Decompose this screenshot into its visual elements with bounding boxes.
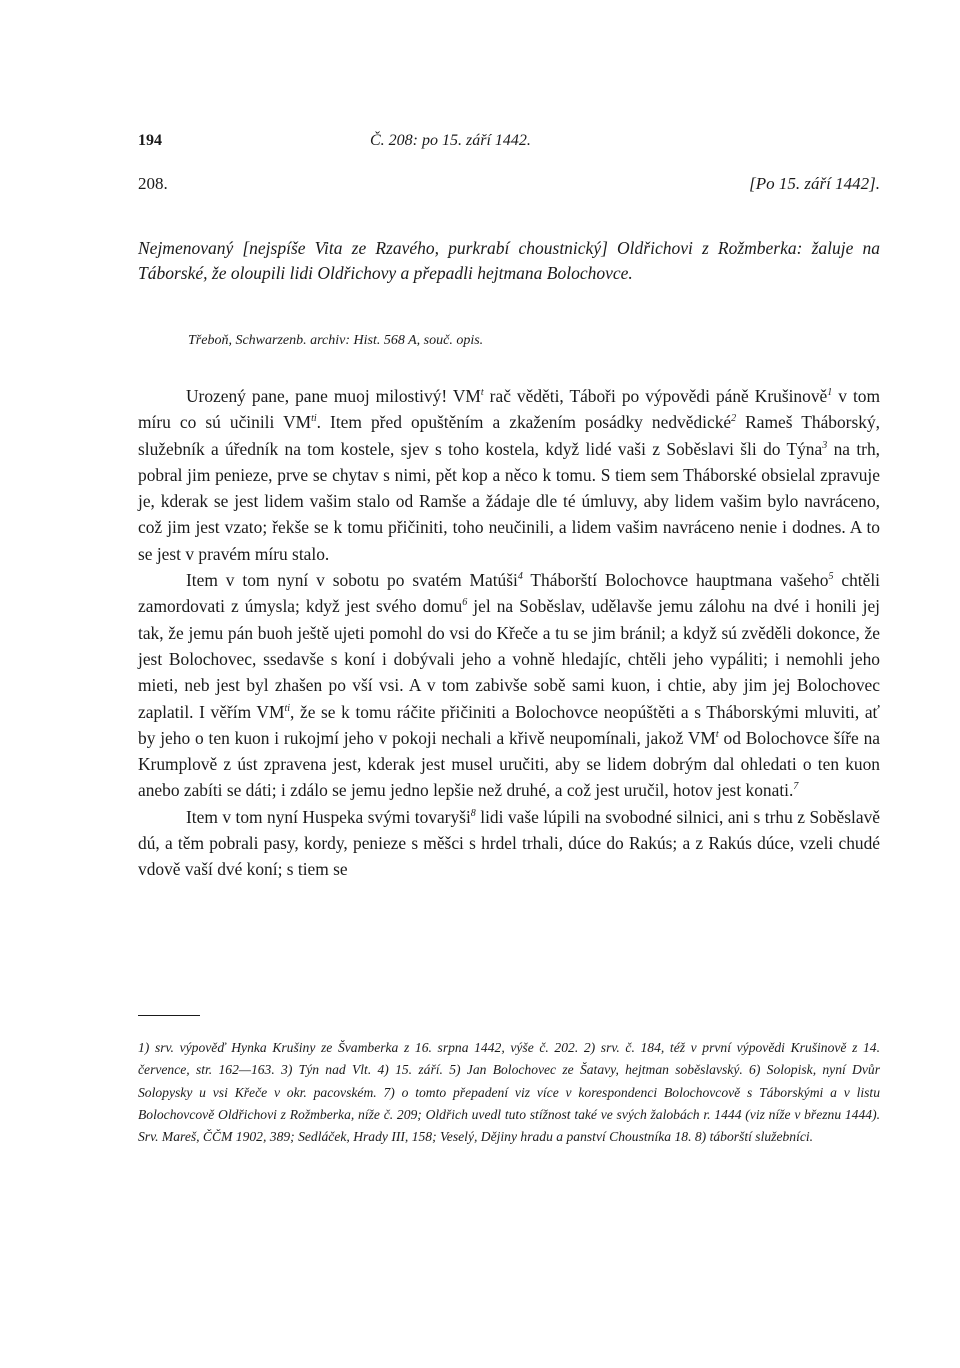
footnote-ref-8: 8 [470, 807, 476, 819]
text-run: v tom míru co sú učinili VM [138, 386, 881, 433]
text-run: Item v tom nyní v sobotu po svatém Matúši [186, 570, 518, 591]
document-number: 208. [138, 174, 168, 193]
text-run: Rameš Tháborský, služebník a úředník na tom kostele, sjev s toho kostela, když lidé vaši z Soběslavi šli do Týna [138, 412, 880, 459]
footnote-ref-3: 3 [822, 439, 828, 451]
source-note: Třeboň, Schwarzenb. archiv: Hist. 568 A, souč. opis. [188, 333, 484, 348]
page-number: 194 [138, 132, 162, 149]
text-run: rač věděti, Táboři po výpovědi páně Krušinově [483, 386, 828, 406]
footnote-ref-7: 7 [793, 781, 799, 793]
superscript: ti [311, 413, 317, 425]
document-heading [138, 174, 880, 198]
superscript: ti [284, 702, 291, 714]
document-date: [Po 15. září 1442]. [749, 174, 880, 193]
footnote-ref-6: 6 [462, 597, 468, 609]
text-run: od Bolochovce šíře na Krumplově z úst zpravena jest, kderak jest musel uručiti, aby se lidem dobrým dal ohledati o ten kuon anebo zabíti se dáti; i zdálo se jemu jedno lepšie než druhé, a což jest uručil, hotov jest konati. [138, 727, 880, 801]
footnote-ref-1: 1 [827, 387, 833, 399]
letter-text [138, 383, 880, 883]
text-run: Item v tom nyní Huspeka svými tovaryši [186, 806, 471, 827]
superscript: t [715, 729, 719, 741]
text-run: Urozený pane, pane muoj milostivý! VM [186, 386, 481, 406]
letter-paragraph-1 [138, 383, 880, 567]
text-run: . Item před opuštěním a zkažením posádky nedvědické [316, 412, 732, 433]
letter-paragraph-2 [138, 567, 880, 804]
footnote-divider [138, 1015, 200, 1016]
text-run: chtěli zamordovati z úmysla; když jest svého domu [138, 570, 880, 617]
text-run: na trh, pobral jim penieze, prve se chytav s nimi, pět kop a něco k tomu. S tiem sem Tháborské obsielal zpravuje je, kderak se jest lidem vašim stalo od Ramše a žádaje dle té úmluvy, aby lidem vašim bylo navráceno, což jim jest vzato; řekše se k tomu přičiniti, toho neučinili, a lidem vašim navráceno nenie i dodnes. A to se jest v pravém míru stalo. [138, 438, 881, 564]
text-run: Tháborští Bolochovce hauptmana vašeho [522, 570, 829, 591]
letter-paragraph-3 [138, 804, 880, 883]
text-run: , že se k tomu ráčite přičiniti a Bolochovce neopúštěti a s Tháborskými mluviti, ať by jeho o ten kuon i rukojmí jeho v pokoji nechali a křivě neupomínali, jakož VM [138, 701, 880, 748]
running-title: Č. 208: po 15. září 1442. [370, 132, 531, 149]
running-head [138, 132, 880, 154]
footnote-ref-5: 5 [828, 571, 834, 583]
regest-summary: Nejmenovaný [nejspíše Vita ze Rzavého, purkrabí choustnický] Oldřichovi z Rožmberka: žaluje na Táborské, že oloupili lidi Oldřichovy a přepadli hejtmana Bolochovce. [138, 238, 880, 283]
footnotes: 1) srv. výpověď Hynka Krušiny ze Švamberka z 16. srpna 1442, výše č. 202. 2) srv. č. 184, též v první výpovědi Krušinově z 14. července, str. 162—163. 3) Týn nad Vlt. 4) 15. září. 5) Jan Bolochovec ze Šatavy, hejtman soběslavský. 6) Solopisk, nyní Dvůr Solopysky u vsi Křeče v okr. pacovském. 7) o tomto přepadení viz více v korespondenci Bolochovcově s Táborskými a v listu Bolochovcově Oldřichovi z Rožmberka, níže č. 209; Oldřich uvedl tuto stížnost také ve svých žalobách r. 1444 (viz níže v březnu 1444). Srv. Mareš, ČČM 1902, 389; Sedláček, Hrady III, 158; Veselý, Dějiny hradu a panství Choustníka 18. 8) táborští služebníci. [138, 1040, 880, 1145]
text-run: jel na Soběslav, udělavše jemu zálohu na dvé i honili jej tak, že jemu pán buoh ještě ujeti pomohl do vsi do Křeče a tu se jim bránil; a když sú zvěděli dokonce, že jest Bolochovec, ssedavše s koní i dobývali jeho a vohně hledajíc, chtěli jeho vypáliti; i nemohli jeho mieti, neb jest byl zhašen po vší vsi. A v tom zabivše sobě sami kuon, i chtie, aby jim jej Bolochovec zaplatil. I věřím VM [138, 596, 880, 722]
superscript: t [480, 387, 484, 399]
footnote-ref-2: 2 [731, 413, 737, 425]
text-run: lidi vaše lúpili na svobodné silnici, ani s trhu z Soběslavě dú, a těm pobrali pasy, kordy, penieze s měšci s hrdel trhali, dúce do Rakús; a z Rakús dúce, vzeli chudé vdově vaší dvé koní; s tiem se [138, 806, 880, 880]
footnote-ref-4: 4 [517, 571, 523, 583]
